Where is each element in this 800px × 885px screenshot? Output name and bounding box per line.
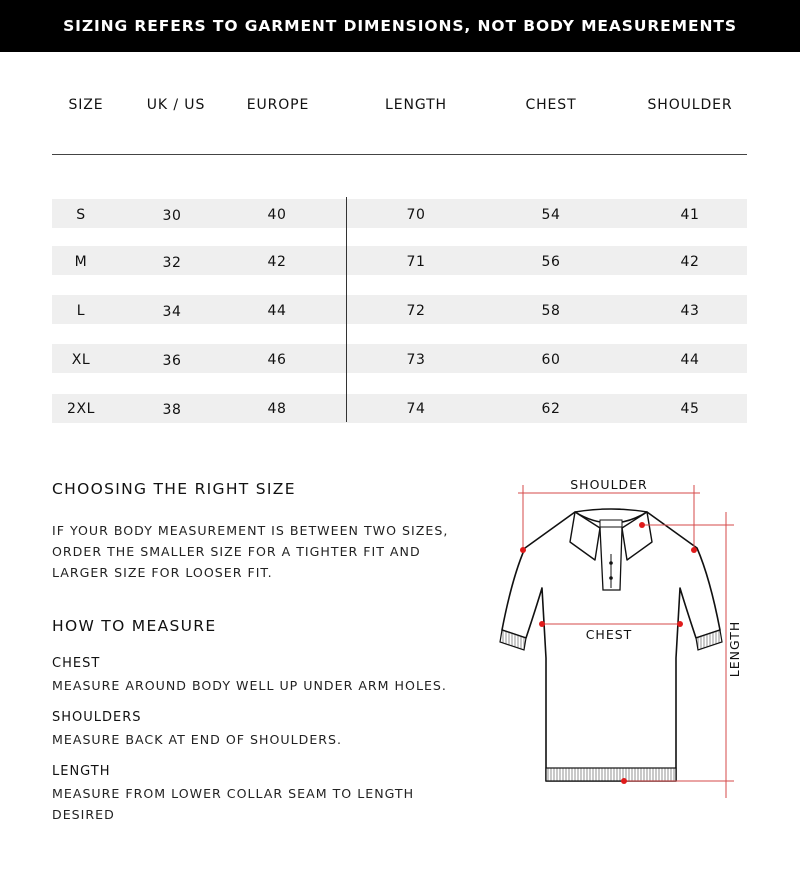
cell-size: 2XL	[66, 401, 96, 417]
cell-uk-us: 34	[162, 304, 182, 320]
choosing-line-1: IF YOUR BODY MEASUREMENT IS BETWEEN TWO SIZES,	[52, 523, 449, 538]
size-guide-banner	[0, 0, 800, 52]
cell-length: 74	[406, 401, 426, 417]
choosing-line-2: ORDER THE SMALLER SIZE FOR A TIGHTER FIT AND	[52, 544, 421, 559]
cell-uk-us: 36	[162, 353, 182, 369]
cell-europe: 44	[267, 303, 287, 319]
cell-shoulder: 45	[680, 401, 700, 417]
choosing-title: CHOOSING THE RIGHT SIZE	[52, 480, 296, 498]
table-row	[52, 295, 747, 324]
cell-europe: 48	[267, 401, 287, 417]
polo-shirt-icon	[490, 468, 750, 808]
shoulders-description: MEASURE BACK AT END OF SHOULDERS.	[52, 732, 343, 747]
choosing-line-3: LARGER SIZE FOR LOOSER FIT.	[52, 565, 273, 580]
length-label: LENGTH	[727, 620, 742, 678]
header-length: LENGTH	[385, 97, 447, 113]
cell-size: L	[76, 303, 86, 319]
cell-length: 72	[406, 303, 426, 319]
polo-shirt-diagram	[490, 468, 750, 808]
cell-uk-us: 32	[162, 255, 182, 271]
header-uk-us: UK / US	[146, 97, 206, 113]
cell-europe: 42	[267, 254, 287, 270]
chest-label: CHEST	[585, 627, 633, 642]
cell-shoulder: 43	[680, 303, 700, 319]
cell-shoulder: 42	[680, 254, 700, 270]
header-size: SIZE	[68, 97, 104, 113]
table-row	[52, 199, 747, 228]
header-europe: EUROPE	[246, 97, 310, 113]
column-divider	[346, 197, 347, 422]
cell-size: XL	[71, 352, 91, 368]
cell-length: 71	[406, 254, 426, 270]
cell-uk-us: 38	[162, 402, 182, 418]
cell-chest: 62	[541, 401, 561, 417]
cell-length: 73	[406, 352, 426, 368]
cell-shoulder: 41	[680, 207, 700, 223]
shoulders-term: SHOULDERS	[52, 710, 142, 725]
table-row	[52, 344, 747, 373]
cell-chest: 58	[541, 303, 561, 319]
cell-chest: 56	[541, 254, 561, 270]
cell-chest: 60	[541, 352, 561, 368]
cell-shoulder: 44	[680, 352, 700, 368]
cell-uk-us: 30	[162, 208, 182, 224]
header-shoulder: SHOULDER	[647, 97, 733, 113]
cell-europe: 40	[267, 207, 287, 223]
header-divider	[52, 154, 747, 155]
shoulder-label: SHOULDER	[570, 477, 648, 492]
chest-term: CHEST	[52, 656, 101, 671]
cell-europe: 46	[267, 352, 287, 368]
table-row	[52, 394, 747, 423]
how-to-measure-title: HOW TO MEASURE	[52, 617, 217, 635]
table-row	[52, 246, 747, 275]
cell-length: 70	[406, 207, 426, 223]
chest-description: MEASURE AROUND BODY WELL UP UNDER ARM HOLES.	[52, 678, 447, 693]
length-term: LENGTH	[52, 764, 111, 779]
length-description-line-1: MEASURE FROM LOWER COLLAR SEAM TO LENGTH	[52, 786, 415, 801]
header-chest: CHEST	[525, 97, 577, 113]
banner-text: SIZING REFERS TO GARMENT DIMENSIONS, NOT BODY MEASUREMENTS	[63, 17, 737, 35]
cell-size: S	[76, 207, 86, 223]
cell-chest: 54	[541, 207, 561, 223]
cell-size: M	[74, 254, 88, 270]
length-description-line-2: DESIRED	[52, 807, 115, 822]
